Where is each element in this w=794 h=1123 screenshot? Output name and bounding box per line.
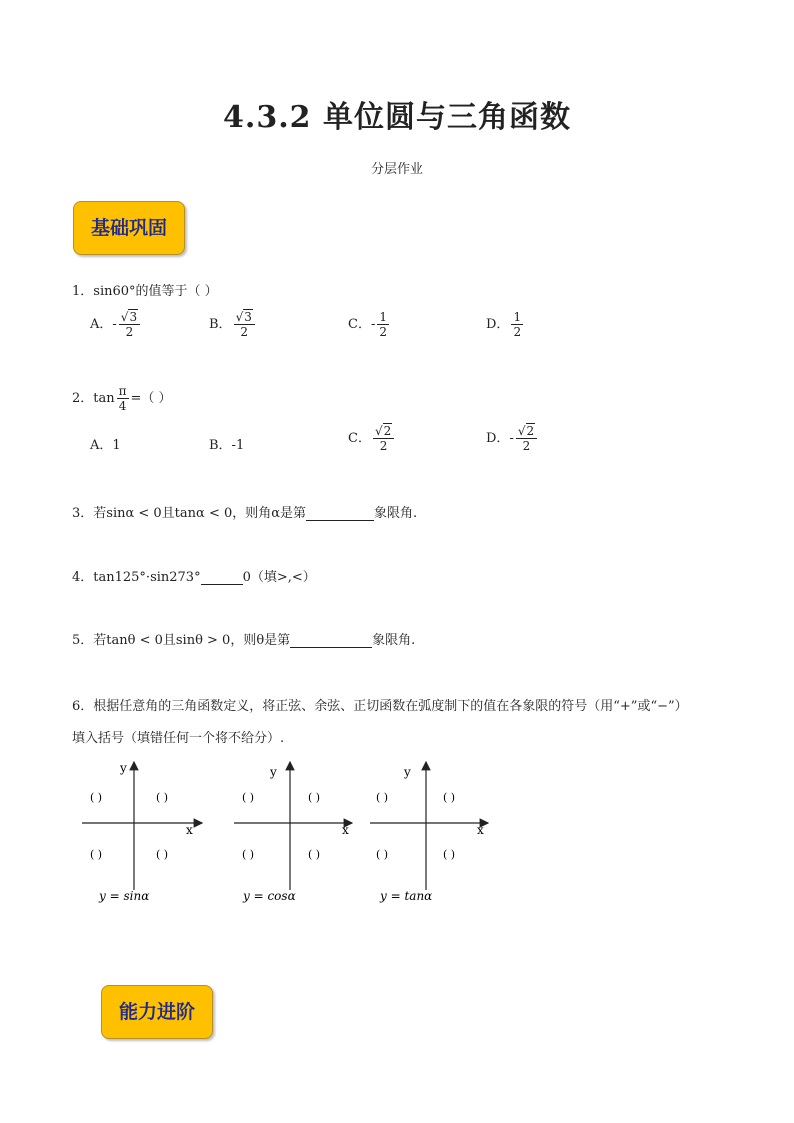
quadrant-bracket-3: ( ): [242, 848, 255, 861]
question-6-line-1: 6．根据任意角的三角函数定义，将正弦、余弦、正切函数在弧度制下的值在各象限的符号（用“+”或“−”）: [72, 699, 688, 714]
x-axis-label: x: [186, 823, 193, 837]
quadrant-bracket-3: ( ): [376, 848, 389, 861]
question-2-stem: 2．tan $\frac{\pi}{4}$ =（ ）: [72, 384, 172, 413]
question-5: 5．若tanθ < 0且sinθ > 0，则θ是第 象限角.: [72, 633, 416, 648]
question-1-option-b: B． $\frac{√3}{2}$: [209, 310, 257, 339]
x-axis-label: x: [342, 823, 349, 837]
answer-blank[interactable]: [290, 633, 372, 648]
caption-cos: y = cosα: [243, 889, 296, 903]
question-2-option-a: A．1: [90, 438, 121, 453]
diagram-tan: [370, 762, 488, 903]
question-2-option-c: C． $\frac{√2}{2}$: [348, 424, 396, 453]
quadrant-bracket-2: ( ): [376, 791, 389, 804]
quadrant-bracket-2: ( ): [90, 791, 103, 804]
question-1-option-c: C．- $\frac{1}{2}$: [348, 310, 387, 339]
quadrant-bracket-1: ( ): [443, 791, 456, 804]
quadrant-bracket-3: ( ): [90, 848, 103, 861]
question-1-option-a: A．- $\frac{√3}{2}$: [90, 310, 142, 339]
caption-tan: y = tanα: [380, 889, 433, 903]
x-axis-label: x: [477, 823, 484, 837]
diagram-sin: [82, 761, 202, 903]
diagram-cos: [234, 762, 352, 903]
quadrant-bracket-1: ( ): [156, 791, 169, 804]
quadrant-diagrams: [0, 750, 794, 920]
question-1-stem: 1．sin60°的值等于（ ）: [72, 284, 218, 299]
page-title: 4.3.2 单位圆与三角函数: [223, 100, 571, 135]
question-3: 3．若sinα < 0且tanα < 0，则角α是第 象限角.: [72, 506, 418, 521]
quadrant-bracket-4: ( ): [156, 848, 169, 861]
caption-sin: y = sinα: [99, 889, 150, 903]
quadrant-bracket-4: ( ): [443, 848, 456, 861]
y-axis-label: y: [120, 761, 127, 775]
question-2-option-d: D．- $\frac{√2}{2}$: [486, 424, 539, 453]
question-4: 4．tan125°·sin273° 0（填>,<）: [72, 570, 316, 585]
answer-blank[interactable]: [201, 570, 243, 585]
quadrant-bracket-2: ( ): [242, 791, 255, 804]
section-badge-advanced: 能力进阶: [101, 985, 213, 1039]
question-2-option-b: B．-1: [209, 438, 245, 453]
quadrant-bracket-4: ( ): [308, 848, 321, 861]
question-1-option-d: D． $\frac{1}{2}$: [486, 310, 522, 339]
quadrant-bracket-1: ( ): [308, 791, 321, 804]
answer-blank[interactable]: [306, 506, 374, 521]
y-axis-label: y: [404, 765, 411, 779]
section-badge-basic: 基础巩固: [73, 201, 185, 255]
page-subtitle: 分层作业: [370, 162, 423, 177]
y-axis-label: y: [270, 765, 277, 779]
question-6-line-2: 填入括号（填错任何一个将不给分）.: [72, 731, 285, 746]
